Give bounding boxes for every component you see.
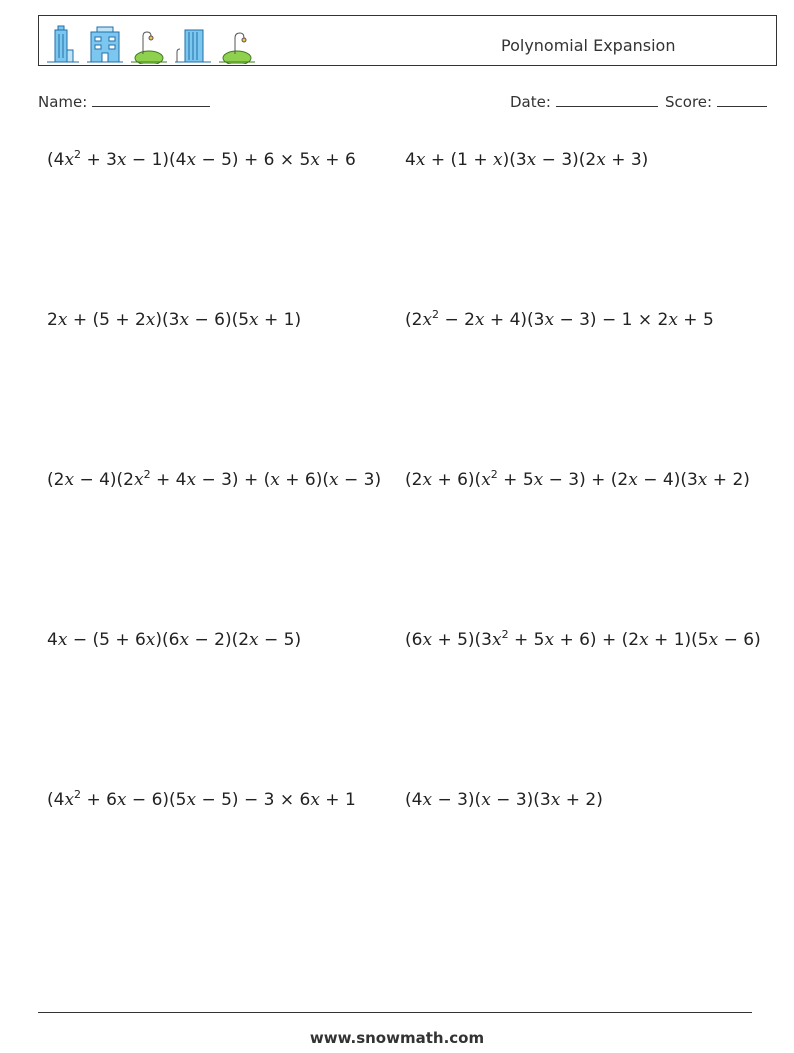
name-field[interactable] [38, 92, 210, 111]
problem-5: $(2x - 4)(2x^2 + 4x - 3) + (x + 6)(x - 3)$ [47, 468, 382, 490]
problem-4: $(2x^2 - 2x + 4)(3x - 3) - 1 \times 2x + 5$ [405, 308, 714, 330]
date-label: Date: [510, 93, 551, 111]
header-icons [45, 20, 257, 64]
building-icon [173, 24, 213, 64]
score-blank[interactable] [717, 92, 767, 107]
problem-6: $(2x + 6)(x^2 + 5x - 3) + (2x - 4)(3x + 2)$ [405, 468, 750, 490]
date-field[interactable] [510, 92, 658, 111]
park-lamp-icon [129, 24, 169, 64]
park-lamp-icon [217, 24, 257, 64]
problem-1: $(4x^2 + 3x - 1)(4x - 5) + 6 \times 5x + 6$ [47, 148, 356, 170]
building-icon [45, 24, 81, 64]
name-blank[interactable] [92, 92, 210, 107]
date-blank[interactable] [556, 92, 658, 107]
score-field[interactable] [665, 92, 767, 111]
problem-10: (4x − 3)(x − 3)(3x + 2) [405, 790, 603, 810]
name-label: Name: [38, 93, 88, 111]
problem-8: $(6x + 5)(3x^2 + 5x + 6) + (2x + 1)(5x - 6)$ [405, 628, 761, 650]
problem-3: 2x + (5 + 2x)(3x − 6)(5x + 1) [47, 310, 302, 330]
office-building-icon [85, 24, 125, 64]
footer-divider [38, 1012, 752, 1013]
footer-website: www.snowmath.com [309, 1029, 485, 1047]
problem-7: 4x − (5 + 6x)(6x − 2)(2x − 5) [47, 630, 302, 650]
score-label: Score: [665, 93, 713, 111]
worksheet-header [38, 15, 777, 66]
problem-9: $(4x^2 + 6x - 6)(5x - 5) - 3 \times 6x + 1$ [47, 788, 356, 810]
problem-2: 4x + (1 + x)(3x − 3)(2x + 3) [405, 150, 649, 170]
worksheet-title: Polynomial Expansion [501, 36, 676, 55]
